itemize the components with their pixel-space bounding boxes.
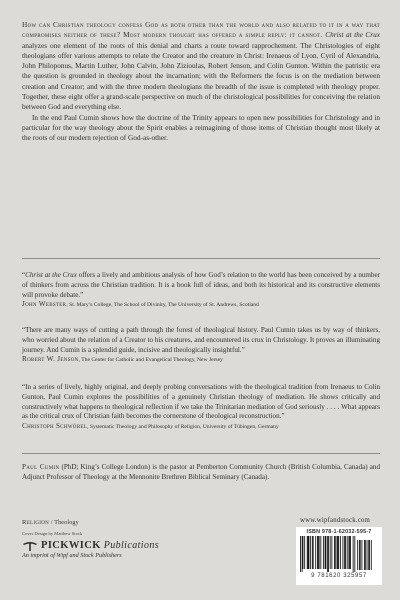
barcode-bar bbox=[343, 536, 344, 569]
publisher-name-sub: Publications bbox=[100, 540, 160, 551]
category-sub: / Theology bbox=[49, 520, 79, 526]
barcode-bar bbox=[317, 536, 318, 569]
endorser-name: John Webster bbox=[22, 300, 67, 309]
book-description bbox=[22, 20, 380, 144]
endorser-affiliation: , Systematic Theology and Philosophy of Religion, University of Tübingen, Germany bbox=[87, 424, 279, 431]
book-title: Christ at the Crux bbox=[325, 30, 381, 40]
barcode-bar bbox=[315, 536, 316, 569]
endorsement-attribution bbox=[22, 300, 380, 311]
book-title: Christ at the Crux bbox=[25, 271, 77, 279]
barcode-bar bbox=[309, 536, 310, 569]
description-text: How can Christian theology confess God as both other than the world and also related to it in a way that compromises neither of these? Most modern thought has offered a simple reply: it cannot. bbox=[22, 20, 380, 40]
isbn-barcode-panel bbox=[296, 527, 382, 585]
barcode-bar bbox=[319, 536, 320, 569]
quote-mark: “ bbox=[22, 271, 26, 279]
barcode-addon-bar bbox=[362, 540, 363, 570]
publisher-website: www.wipfandstock.com bbox=[300, 517, 371, 524]
barcode-bar bbox=[320, 536, 321, 569]
barcode-addon-bar bbox=[357, 540, 358, 570]
subject-category bbox=[22, 519, 79, 526]
barcode-bar bbox=[328, 536, 329, 572]
barcode-addon-bar bbox=[368, 540, 369, 570]
barcode-bar bbox=[350, 536, 351, 569]
endorsement-quote: “There are many ways of cutting a path through the forest of theological history. Paul Cumin takes us by way of thinkers, who worried about the relation of a Creator to his creatures, and encountered its crux in Christology. It proves an illuminating journey. And Cumin is a splendid guide, incisive and theologically insightful.” bbox=[22, 326, 380, 354]
barcode-bar bbox=[323, 536, 324, 569]
category-main: Religion bbox=[22, 519, 50, 526]
barcode-addon-bar bbox=[360, 540, 361, 570]
barcode-addon-bar bbox=[369, 540, 370, 570]
barcode-bar bbox=[312, 536, 313, 569]
quote-text: offers a lively and ambitious analysis of how God’s relation to the world has been conceived by a number of thinkers from across the Christian tradition. It is a book full of ideas, and both its historical and its constructive elements will provoke debate.” bbox=[22, 271, 380, 299]
barcode-bar bbox=[300, 536, 301, 572]
author-bio-text: (PhD; King’s College London) is the pastor at Pemberton Community Church (British Columbia, Canada) and Adjunct Professor of Theology at the Mennonite Brethren Biblical Seminary (Canada). bbox=[22, 463, 380, 481]
barcode-addon-bar bbox=[367, 540, 368, 570]
barcode-bar bbox=[327, 536, 328, 572]
barcode-bar bbox=[303, 536, 304, 569]
barcode-bar bbox=[310, 536, 311, 569]
isbn-label: ISBN 978-1-62032-595-7 bbox=[306, 529, 372, 535]
barcode bbox=[299, 536, 379, 574]
barcode-bar bbox=[308, 536, 309, 569]
pickaxe-icon bbox=[22, 540, 38, 551]
endorsement-attribution bbox=[22, 355, 380, 366]
endorser-affiliation: , The Center for Catholic and Evangelical Theology, New Jersey bbox=[78, 357, 223, 364]
publisher-logo bbox=[22, 540, 159, 551]
barcode-bar bbox=[345, 536, 346, 569]
barcode-bar bbox=[353, 536, 354, 572]
barcode-bar bbox=[337, 536, 338, 569]
endorsement bbox=[22, 383, 380, 433]
barcode-bar bbox=[347, 536, 348, 569]
author-name: Paul Cumin bbox=[22, 463, 60, 471]
barcode-bar bbox=[337, 536, 338, 569]
barcode-bar bbox=[325, 536, 326, 569]
barcode-bar bbox=[331, 536, 332, 569]
barcode-bar bbox=[318, 536, 319, 569]
endorsement bbox=[22, 271, 380, 311]
barcode-addon-bar bbox=[365, 540, 366, 570]
publisher-name-main: PICKWICK bbox=[41, 540, 101, 551]
barcode-addon-bar bbox=[371, 540, 372, 570]
endorsement-quote: “In a series of lively, highly original, and deeply probing conversations with the theological tradition from Irenaeus to Colin Gunton, Paul Cumin explores the possibilities of a genuinely Christian theology of mediation. He shows critically and constructively what happens to theological reflection if we take the Trinitarian mediation of God seriously . . . . What appears as the critical crux of Christian faith becomes the cornerstone of theological reconstruction.” bbox=[22, 383, 380, 421]
barcode-bar bbox=[340, 536, 341, 569]
barcode-addon-bar bbox=[359, 540, 360, 570]
imprint-line: An imprint of Wipf and Stock Publishers bbox=[22, 552, 122, 559]
divider bbox=[22, 258, 380, 259]
endorser-name: Robert W. Jenson bbox=[22, 355, 79, 364]
publisher-name bbox=[41, 540, 159, 551]
barcode-bar bbox=[334, 536, 335, 569]
description-paragraph bbox=[22, 20, 380, 113]
barcode-bar bbox=[326, 536, 327, 569]
barcode-addon-bar bbox=[364, 540, 365, 570]
cover-design-credit: Cover Design by Matthew Stock bbox=[22, 531, 83, 536]
author-bio bbox=[22, 462, 380, 482]
divider bbox=[22, 453, 380, 454]
endorser-affiliation: , St. Mary’s College, The School of Divinity, The University of St. Andrews, Scotland bbox=[66, 302, 259, 309]
endorser-name: Christoph Schwöbel bbox=[22, 422, 88, 431]
barcode-bar bbox=[348, 536, 349, 569]
endorsement-quote bbox=[22, 271, 380, 300]
publisher-block bbox=[22, 540, 159, 559]
barcode-bar bbox=[307, 536, 308, 569]
endorsement-attribution bbox=[22, 422, 380, 433]
endorsement bbox=[22, 326, 380, 366]
barcode-bar bbox=[304, 536, 305, 569]
description-text: analyzes one element of the roots of this denial and charts a route toward rapprochement. The Christologies of eight theologians offer various attempts to relate the Creator and the creature in Christ: Irenaeus of Lyon, Cyril of Alexandria, John Philoponus, Martin Luther, John Calvin, John Zizioulas, Robert Jenson, and Colin Gunton. Within the patristic era the question is grounded in theology about the incarnation; with the Reformers the focus is on the mediation between creation and Creator; and with the three modern theologians the breadth of the issue is completed with theology proper. Together, these eight offer a grand-scale perspective on much of the christological possibilities for conceiving the relation between God and everything else. bbox=[22, 40, 380, 112]
barcode-bar bbox=[354, 536, 355, 572]
barcode-bar bbox=[313, 536, 314, 569]
barcode-digits: 9 781620 325957 bbox=[311, 573, 367, 579]
barcode-bar bbox=[344, 536, 345, 569]
barcode-bar bbox=[302, 536, 303, 572]
barcode-bar bbox=[335, 536, 336, 569]
barcode-bar bbox=[338, 536, 339, 569]
barcode-bar bbox=[349, 536, 350, 569]
barcode-bar bbox=[330, 536, 331, 569]
description-paragraph: In the end Paul Cumin shows how the doctrine of the Trinity appears to open new possibilities for Christology and in particular for the way theology about the Spirit enables a reimagining of those items of Christian thought most likely at the roots of our modern rejection of God-as-other. bbox=[22, 112, 380, 143]
